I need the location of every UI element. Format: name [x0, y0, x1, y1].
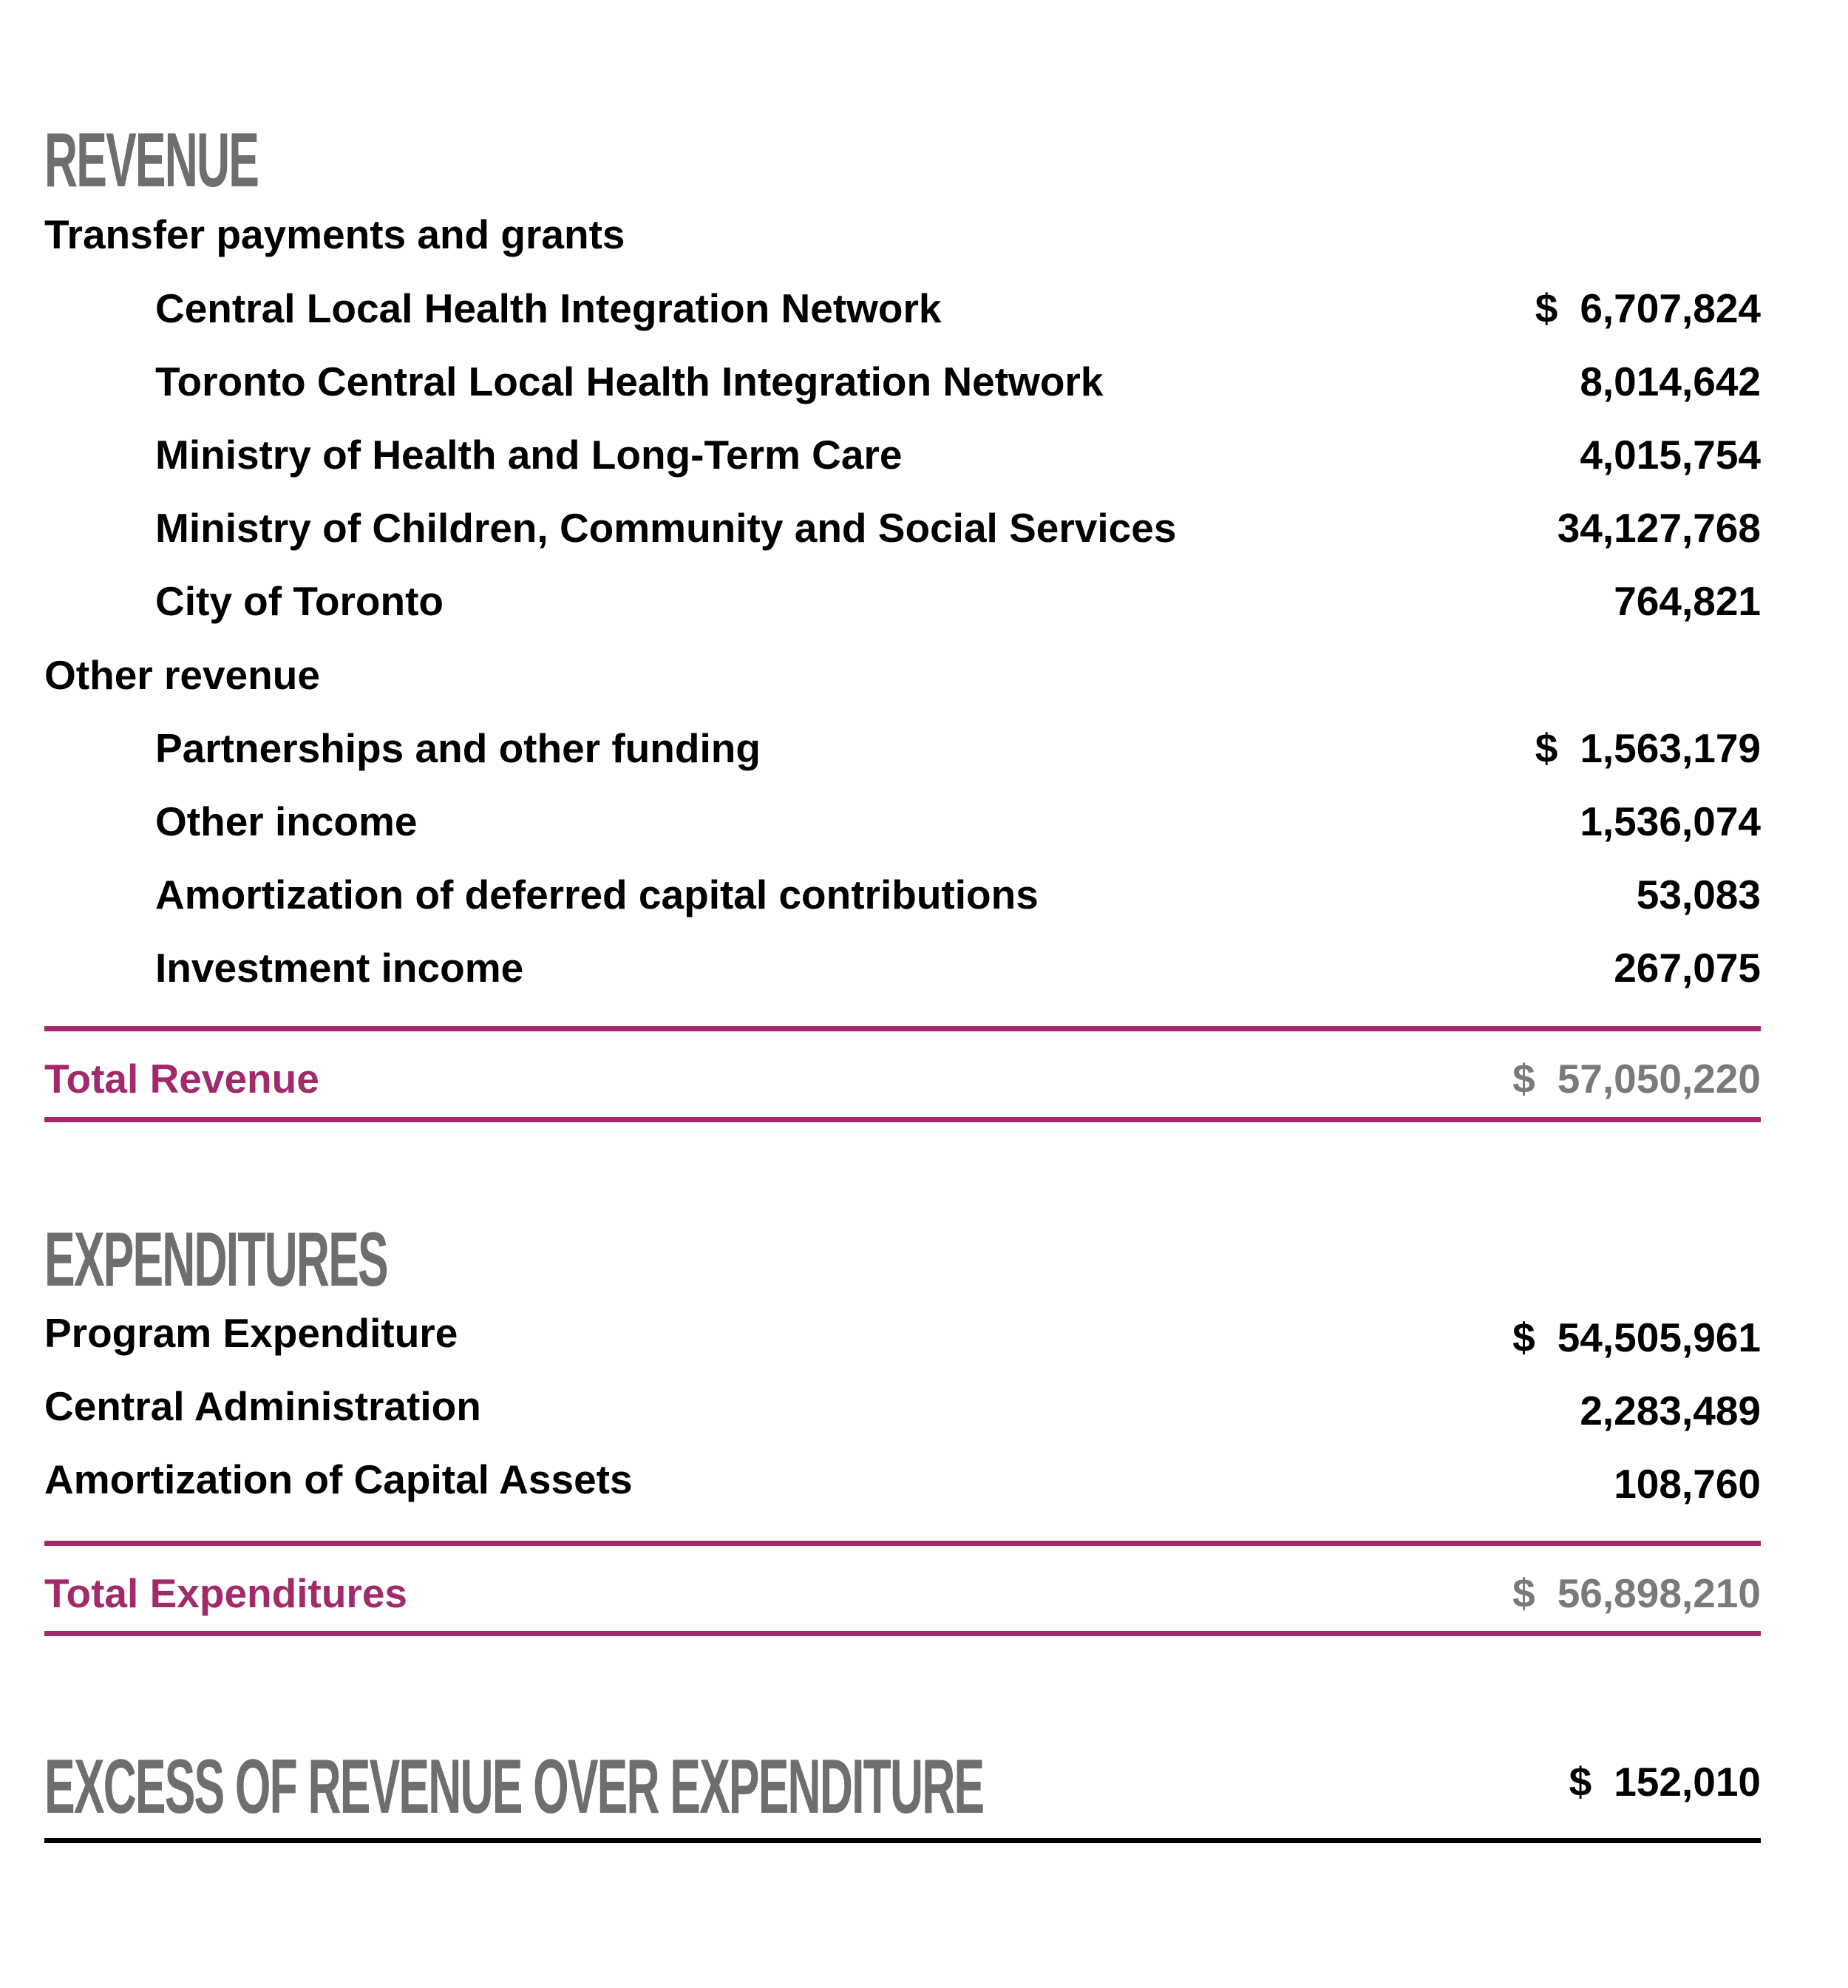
currency-symbol: $	[1569, 1759, 1592, 1805]
currency-symbol: $	[1512, 1314, 1535, 1360]
currency-symbol: $	[1512, 1570, 1535, 1616]
line-item-label: Central Local Health Integration Network	[155, 285, 942, 331]
line-item-label: Amortization of deferred capital contributions	[155, 872, 1039, 917]
currency-symbol: $	[1535, 285, 1558, 331]
divider	[44, 1026, 1761, 1031]
line-item-amount: 2,283,489	[1580, 1388, 1761, 1434]
excess-heading: EXCESS OF REVENUE OVER EXPENDITURE	[44, 1744, 984, 1830]
amount-value: 152,010	[1614, 1759, 1761, 1805]
line-item-amount	[1535, 285, 1761, 331]
line-item-amount: 53,083	[1636, 872, 1761, 917]
line-item-amount: 108,760	[1614, 1461, 1761, 1507]
line-item-label: Investment income	[155, 945, 524, 991]
line-item-amount: 4,015,754	[1580, 432, 1761, 478]
divider	[44, 1117, 1761, 1122]
excess-amount	[1569, 1759, 1761, 1805]
line-item-label: Ministry of Children, Community and Social Services	[155, 505, 1177, 551]
line-item-label: City of Toronto	[155, 578, 444, 624]
line-item-label: Partnerships and other funding	[155, 725, 761, 771]
line-item-label: Other income	[155, 798, 418, 844]
currency-symbol: $	[1512, 1056, 1535, 1102]
amount-value: 1,563,179	[1580, 725, 1761, 771]
line-item-label: Program Expenditure	[44, 1310, 458, 1356]
section-label: Other revenue	[44, 652, 320, 698]
total-amount	[1512, 1056, 1761, 1102]
line-item-amount	[1512, 1314, 1761, 1360]
section-label: Transfer payments and grants	[44, 211, 625, 257]
line-item-amount: 764,821	[1614, 578, 1761, 624]
revenue-heading: REVENUE	[44, 118, 259, 203]
total-label: Total Revenue	[44, 1056, 319, 1102]
expenditures-heading: EXPENDITURES	[44, 1217, 387, 1303]
line-item-label: Central Administration	[44, 1383, 481, 1429]
amount-value: 6,707,824	[1580, 285, 1761, 331]
amount-value: 57,050,220	[1557, 1056, 1761, 1102]
line-item-amount	[1535, 725, 1761, 771]
amount-value: 56,898,210	[1557, 1570, 1761, 1616]
line-item-amount: 34,127,768	[1557, 505, 1761, 551]
line-item-amount: 8,014,642	[1580, 359, 1761, 404]
total-amount	[1512, 1570, 1761, 1616]
line-item-label: Ministry of Health and Long-Term Care	[155, 432, 903, 478]
divider	[44, 1631, 1761, 1636]
total-label: Total Expenditures	[44, 1570, 407, 1616]
divider	[44, 1838, 1761, 1843]
currency-symbol: $	[1535, 725, 1558, 771]
amount-value: 54,505,961	[1557, 1314, 1761, 1360]
divider	[44, 1541, 1761, 1546]
line-item-amount: 267,075	[1614, 945, 1761, 991]
line-item-label: Amortization of Capital Assets	[44, 1456, 633, 1502]
line-item-amount: 1,536,074	[1580, 798, 1761, 844]
line-item-label: Toronto Central Local Health Integration Network	[155, 359, 1104, 404]
